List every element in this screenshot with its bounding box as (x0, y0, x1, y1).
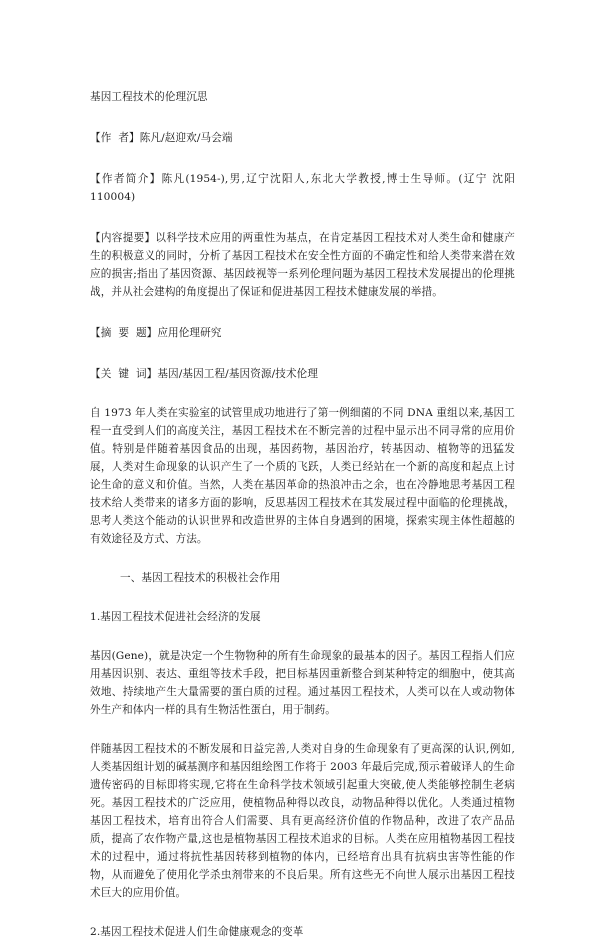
document-page (90, 88, 515, 941)
body-paragraph-1: 基因(Gene)，就是决定一个生物物种的所有生命现象的最基本的因子。基因工程指人们应用基因识别、表达、重组等技术手段，把目标基因重新整合到某种特定的细胞中，使其高效地、持续地产生大量需要的蛋白质的过程。通过基因工程技术，人类可以在人或动物体外生产和体内一样的具有生物活性蛋白，用于制药。 (90, 650, 515, 716)
abstract-paragraph (90, 229, 515, 301)
subsection-heading-2: 2.基因工程技术促进人们生命健康观念的变革 (90, 926, 304, 938)
keywords-label: 【关 键 词】 (90, 368, 158, 380)
author-bio-line (90, 170, 515, 206)
summary-topic-line (90, 324, 515, 342)
subsection-heading-1: 1.基因工程技术促进社会经济的发展 (90, 611, 261, 623)
author-label: 【作 者】 (90, 132, 140, 144)
abstract-label: 【内容提要】 (90, 232, 156, 244)
body-paragraph-2: 伴随基因工程技术的不断发展和日益完善,人类对自身的生命现象有了更高深的认识,例如,人类基因组计划的碱基测序和基因组绘图工作将于 2003 年最后完成,预示着破译人的生命遗传密码的目标即将实现,它将在生命科学技术领域引起重大突破,使人类能够控制生老病死。基因工程技术的广泛应用，使植物品种得以改良，动物品种得以优化。人类通过植物基因工程技术，培育出符合人们需要、具有更高经济价值的作物品种，改进了农产品品质，提高了农作物产量,这也是植物基因工程技术追求的目标。人类在应用植物基因工程技术的过程中，通过将抗性基因转移到植物的体内，已经培育出具有抗病虫害等性能的作物，从而避免了使用化学杀虫剂带来的不良后果。所有这些无不向世人展示出基因工程技术巨大的应用价值。 (90, 743, 515, 899)
author-line (90, 129, 515, 147)
author-bio-text: 陈凡(1954-),男,辽宁沈阳人,东北大学教授,博士生导师。(辽宁 沈阳 110004) (90, 173, 515, 203)
summary-topic-label: 【摘 要 题】 (90, 327, 158, 339)
keywords-text: 基因/基因工程/基因资源/技术伦理 (157, 368, 319, 380)
abstract-text: 以科学技术应用的两重性为基点，在肯定基因工程技术对人类生命和健康产生的积极意义的同时，分析了基因工程技术在安全性方面的不确定性和给人类带来潜在效应的损害;指出了基因资源、基因歧视等一系列伦理问题为基因工程技术发展提出的伦理挑战，并从社会建构的角度提出了保证和促进基因工程技术健康发展的举措。 (90, 232, 515, 298)
author-names: 陈凡/赵迎欢/马会端 (139, 132, 233, 144)
keywords-line (90, 365, 515, 383)
article-title: 基因工程技术的伦理沉思 (90, 91, 208, 103)
author-bio-label: 【作者简介】 (90, 173, 162, 185)
intro-paragraph: 自 1973 年人类在实验室的试管里成功地进行了第一例细菌的不同 DNA 重组以来,基因工程一直受到人们的高度关注，基因工程技术在不断完善的过程中显示出不同寻常的应用价值。特别是伴随着基因食品的出现，基因药物，基因治疗，转基因动、植物等的迅猛发展，人类对生命现象的认识产生了一个质的飞跃，人类已经站在一个新的高度和起点上讨论生命的意义和价值。当然，人类在基因革命的热浪冲击之余，也在冷静地思考基因工程技术给人类带来的诸多方面的影响，反思基因工程技术在其发展过程中面临的伦理挑战，思考人类这个能动的认识世界和改造世界的主体自身遇到的困境，探索实现主体性超越的有效途径及方式、方法。 (90, 407, 515, 545)
summary-topic-text: 应用伦理研究 (157, 327, 222, 339)
section-heading: 一、基因工程技术的积极社会作用 (120, 572, 281, 584)
